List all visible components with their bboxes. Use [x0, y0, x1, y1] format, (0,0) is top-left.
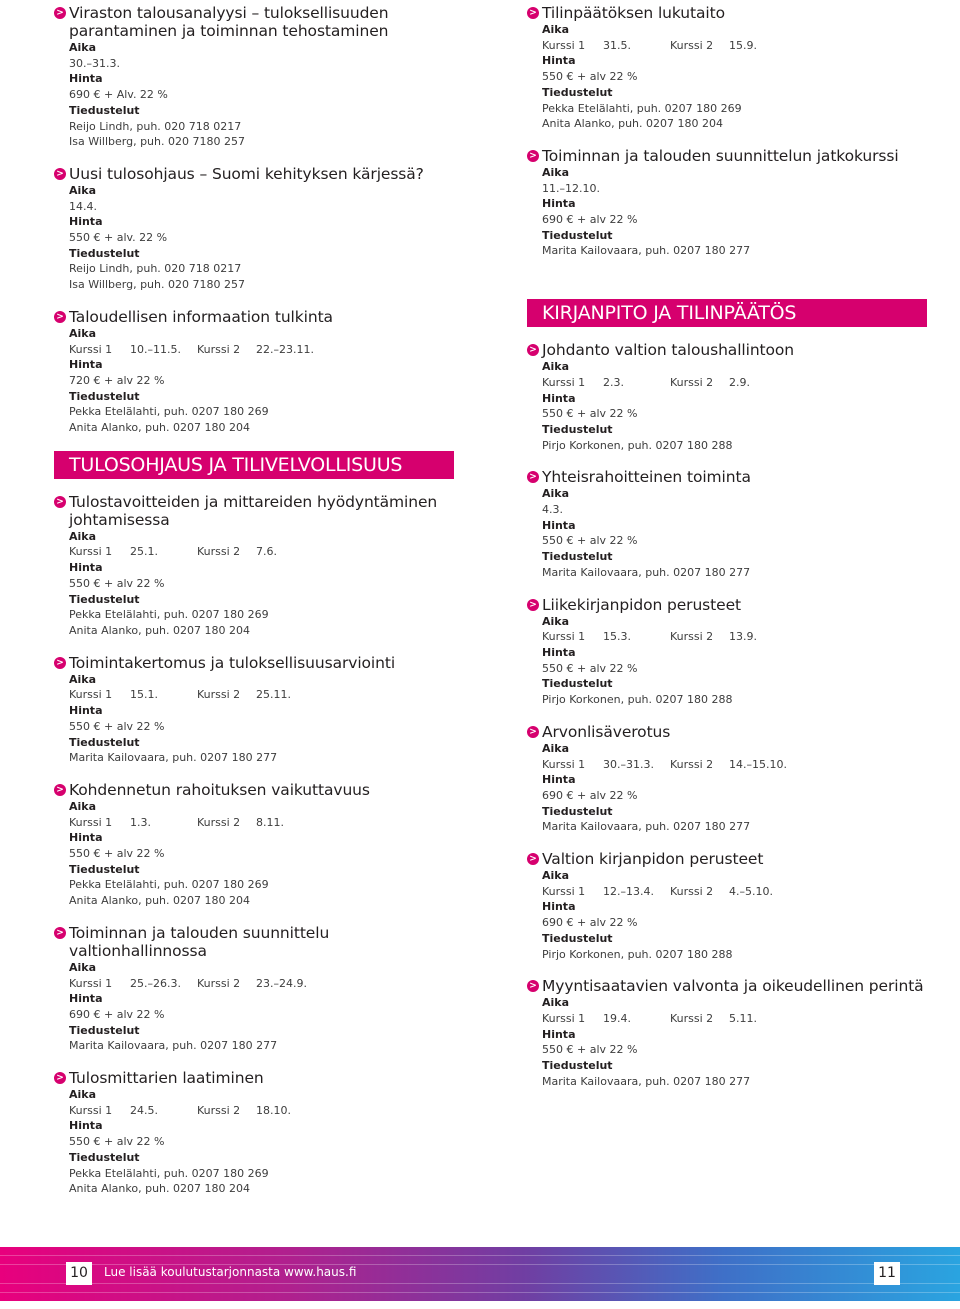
label-info: Tiedustelut [542, 677, 613, 691]
contact-person: Pekka Etelälahti, puh. 0207 180 269 [542, 101, 742, 115]
course-entry [527, 341, 927, 453]
course-date-value: 14.4. [69, 199, 97, 213]
contact-person: Marita Kailovaara, puh. 0207 180 277 [542, 820, 751, 834]
arrow-bullet-icon: > [527, 471, 539, 483]
course-2-label: Kurssi 2 [197, 342, 241, 356]
course-1-label: Kurssi 1 [542, 757, 586, 771]
page-number-left: 10 [66, 1262, 92, 1285]
course-title-text[interactable]: Tulostavoitteiden ja mittareiden hyödyntäminen johtamisessa [69, 492, 438, 529]
course-title [54, 493, 454, 529]
course-title-text[interactable]: Kohdennetun rahoituksen vaikuttavuus [69, 780, 370, 799]
label-time: Aika [69, 960, 97, 974]
course-dates [54, 1103, 454, 1119]
arrow-bullet-icon: > [527, 150, 539, 162]
label-info: Tiedustelut [542, 804, 613, 818]
left-course-list-b [54, 493, 454, 1197]
label-time: Aika [542, 996, 570, 1010]
course-1-label: Kurssi 1 [69, 976, 113, 990]
course-date-value: 4.3. [542, 503, 563, 517]
course-title [527, 596, 927, 614]
label-price: Hinta [542, 391, 576, 405]
contact-person: Anita Alanko, puh. 0207 180 204 [69, 894, 250, 908]
left-course-list-a [54, 4, 454, 436]
course-dates [54, 976, 454, 992]
course-1-dates: 30.–31.3. [603, 757, 654, 771]
label-info: Tiedustelut [69, 862, 140, 876]
course-dates [527, 38, 927, 54]
section-heading-kirjanpito: KIRJANPITO JA TILINPÄÄTÖS [527, 299, 927, 327]
label-price: Hinta [542, 54, 576, 68]
course-title-text[interactable]: Viraston talousanalyysi – tuloksellisuuden parantaminen ja toiminnan tehostaminen [69, 4, 389, 40]
label-price: Hinta [69, 831, 103, 845]
course-2-label: Kurssi 2 [670, 630, 714, 644]
course-dates [54, 342, 454, 358]
course-2-dates: 22.–23.11. [256, 342, 314, 356]
course-1-dates: 10.–11.5. [130, 342, 181, 356]
course-dates [527, 375, 927, 391]
arrow-bullet-icon: > [54, 784, 66, 796]
course-1-label: Kurssi 1 [69, 545, 113, 559]
course-price: 690 € + alv 22 % [542, 788, 638, 802]
course-1-label: Kurssi 1 [69, 688, 113, 702]
course-title [527, 341, 927, 359]
course-title [54, 781, 454, 799]
course-2-dates: 15.9. [729, 38, 757, 52]
course-1-dates: 31.5. [603, 38, 631, 52]
label-time: Aika [542, 23, 570, 36]
course-2-dates: 18.10. [256, 1103, 291, 1117]
arrow-bullet-icon: > [54, 496, 66, 508]
label-price: Hinta [69, 1119, 103, 1133]
course-price: 690 € + alv 22 % [542, 213, 638, 227]
course-title [527, 147, 927, 165]
label-price: Hinta [542, 197, 576, 211]
course-price: 690 € + alv 22 % [542, 916, 638, 930]
contact-person: Pirjo Korkonen, puh. 0207 180 288 [542, 438, 733, 452]
course-title-text[interactable]: Yhteisrahoitteinen toiminta [542, 468, 751, 487]
contact-person: Anita Alanko, puh. 0207 180 204 [542, 117, 723, 131]
arrow-bullet-icon: > [54, 311, 66, 323]
right-course-list-a [527, 4, 927, 259]
course-2-label: Kurssi 2 [670, 375, 714, 389]
course-1-dates: 25.–26.3. [130, 976, 181, 990]
label-price: Hinta [69, 561, 103, 575]
course-entry [54, 654, 454, 766]
course-2-label: Kurssi 2 [670, 1011, 714, 1025]
contact-person: Pirjo Korkonen, puh. 0207 180 288 [542, 947, 733, 961]
label-info: Tiedustelut [542, 228, 613, 242]
label-info: Tiedustelut [69, 592, 140, 606]
course-entry [527, 596, 927, 708]
contact-person: Anita Alanko, puh. 0207 180 204 [69, 1182, 250, 1196]
course-1-dates: 2.3. [603, 375, 624, 389]
course-dates [527, 1011, 927, 1027]
course-2-dates: 23.–24.9. [256, 976, 307, 990]
course-price: 690 € + alv 22 % [69, 1007, 165, 1021]
label-time: Aika [69, 672, 97, 686]
contact-person: Marita Kailovaara, puh. 0207 180 277 [69, 1039, 278, 1053]
contact-person: Reijo Lindh, puh. 020 718 0217 [69, 262, 242, 276]
course-2-label: Kurssi 2 [670, 884, 714, 898]
course-dates [527, 884, 927, 900]
course-entry [527, 723, 927, 835]
label-price: Hinta [69, 992, 103, 1006]
label-time: Aika [542, 360, 570, 374]
course-price: 550 € + alv 22 % [542, 534, 638, 548]
course-entry [54, 493, 454, 639]
arrow-bullet-icon: > [527, 7, 539, 19]
right-course-list-b [527, 341, 927, 1089]
course-title [54, 4, 454, 40]
arrow-bullet-icon: > [527, 344, 539, 356]
course-1-dates: 24.5. [130, 1103, 158, 1117]
course-title [527, 4, 927, 22]
course-1-dates: 25.1. [130, 545, 158, 559]
course-2-dates: 2.9. [729, 375, 750, 389]
course-1-label: Kurssi 1 [69, 815, 113, 829]
course-entry [54, 1069, 454, 1197]
label-price: Hinta [542, 518, 576, 532]
course-title-text[interactable]: Taloudellisen informaation tulkinta [69, 307, 333, 326]
contact-person: Isa Willberg, puh. 020 7180 257 [69, 135, 245, 149]
course-2-dates: 14.–15.10. [729, 757, 787, 771]
course-2-label: Kurssi 2 [670, 38, 714, 52]
course-price: 550 € + alv 22 % [69, 719, 165, 733]
contact-person: Reijo Lindh, puh. 020 718 0217 [69, 119, 242, 133]
course-title [527, 977, 927, 995]
course-price: 550 € + alv 22 % [542, 407, 638, 421]
course-entry [527, 147, 927, 259]
label-time: Aika [542, 869, 570, 883]
course-1-label: Kurssi 1 [542, 375, 586, 389]
course-entry [54, 4, 454, 150]
course-title-text[interactable]: Tilinpäätöksen lukutaito [542, 4, 725, 22]
arrow-bullet-icon: > [527, 599, 539, 611]
arrow-bullet-icon: > [54, 168, 66, 180]
course-1-dates: 19.4. [603, 1011, 631, 1025]
course-1-label: Kurssi 1 [542, 884, 586, 898]
contact-person: Pekka Etelälahti, puh. 0207 180 269 [69, 405, 269, 419]
course-title [54, 165, 454, 183]
course-2-label: Kurssi 2 [197, 545, 241, 559]
contact-person: Pekka Etelälahti, puh. 0207 180 269 [69, 1166, 269, 1180]
arrow-bullet-icon: > [54, 657, 66, 669]
course-1-label: Kurssi 1 [542, 630, 586, 644]
label-info: Tiedustelut [542, 422, 613, 436]
arrow-bullet-icon: > [527, 853, 539, 865]
contact-person: Anita Alanko, puh. 0207 180 204 [69, 623, 250, 637]
course-title-text[interactable]: Toiminnan ja talouden suunnittelu valtionhallinnossa [69, 923, 330, 960]
label-info: Tiedustelut [69, 735, 140, 749]
label-time: Aika [542, 614, 570, 628]
contact-person: Marita Kailovaara, puh. 0207 180 277 [542, 244, 751, 258]
course-title-text[interactable]: Valtion kirjanpidon perusteet [542, 850, 764, 869]
arrow-bullet-icon: > [527, 726, 539, 738]
course-2-label: Kurssi 2 [197, 688, 241, 702]
course-dates [54, 56, 454, 72]
course-dates [54, 815, 454, 831]
label-price: Hinta [69, 215, 103, 229]
course-dates [527, 181, 927, 197]
label-info: Tiedustelut [69, 246, 140, 260]
course-2-dates: 7.6. [256, 545, 277, 559]
label-price: Hinta [69, 704, 103, 718]
page-number-right: 11 [874, 1262, 900, 1285]
right-column [527, 4, 927, 1104]
course-entry [54, 781, 454, 909]
course-2-label: Kurssi 2 [197, 1103, 241, 1117]
course-2-dates: 4.–5.10. [729, 884, 773, 898]
course-1-dates: 15.3. [603, 630, 631, 644]
course-dates [54, 544, 454, 560]
course-title [54, 308, 454, 326]
course-title-text[interactable]: Tulosmittarien laatiminen [69, 1069, 264, 1088]
contact-person: Marita Kailovaara, puh. 0207 180 277 [542, 565, 751, 579]
course-1-dates: 12.–13.4. [603, 884, 654, 898]
label-info: Tiedustelut [542, 931, 613, 945]
label-time: Aika [69, 1088, 97, 1102]
course-1-dates: 15.1. [130, 688, 158, 702]
course-dates [527, 629, 927, 645]
course-entry [527, 468, 927, 580]
contact-person: Isa Willberg, puh. 020 7180 257 [69, 278, 245, 292]
label-price: Hinta [542, 900, 576, 914]
course-price: 720 € + alv 22 % [69, 373, 165, 387]
arrow-bullet-icon: > [54, 7, 66, 19]
label-info: Tiedustelut [542, 85, 613, 99]
arrow-bullet-icon: > [527, 980, 539, 992]
label-info: Tiedustelut [69, 1023, 140, 1037]
course-dates [527, 502, 927, 518]
course-1-label: Kurssi 1 [69, 342, 113, 356]
course-price: 550 € + alv 22 % [69, 576, 165, 590]
label-time: Aika [542, 487, 570, 501]
course-title-text[interactable]: Toimintakertomus ja tuloksellisuusarviointi [69, 653, 396, 672]
course-2-dates: 5.11. [729, 1011, 757, 1025]
course-1-label: Kurssi 1 [69, 1103, 113, 1117]
course-price: 550 € + alv 22 % [542, 1043, 638, 1057]
course-title [527, 850, 927, 868]
label-info: Tiedustelut [69, 103, 140, 117]
course-title [527, 468, 927, 486]
contact-person: Pirjo Korkonen, puh. 0207 180 288 [542, 693, 733, 707]
course-price: 690 € + Alv. 22 % [69, 88, 168, 102]
course-2-label: Kurssi 2 [670, 757, 714, 771]
contact-person: Anita Alanko, puh. 0207 180 204 [69, 421, 250, 435]
course-2-dates: 13.9. [729, 630, 757, 644]
course-title-text[interactable]: Myyntisaatavien valvonta ja oikeudellinen perintä [542, 977, 924, 996]
course-title-text[interactable]: Toiminnan ja talouden suunnittelun jatkokurssi [542, 146, 899, 165]
label-price: Hinta [69, 72, 103, 86]
course-title-text[interactable]: Arvonlisäverotus [542, 722, 671, 741]
label-info: Tiedustelut [542, 550, 613, 564]
label-info: Tiedustelut [542, 1059, 613, 1073]
course-price: 550 € + alv. 22 % [69, 231, 168, 245]
label-info: Tiedustelut [69, 1150, 140, 1164]
label-time: Aika [69, 799, 97, 813]
course-2-dates: 8.11. [256, 815, 284, 829]
course-1-label: Kurssi 1 [542, 38, 586, 52]
section-heading-tulosohjaus: TULOSOHJAUS JA TILIVELVOLLISUUS [54, 451, 454, 479]
contact-person: Pekka Etelälahti, puh. 0207 180 269 [69, 608, 269, 622]
label-price: Hinta [542, 645, 576, 659]
arrow-bullet-icon: > [54, 1072, 66, 1084]
course-1-dates: 1.3. [130, 815, 151, 829]
course-price: 550 € + alv 22 % [69, 1135, 165, 1149]
course-entry [54, 924, 454, 1054]
course-title-text[interactable]: Liikekirjanpidon perusteet [542, 595, 741, 614]
course-title-text[interactable]: Uusi tulosohjaus – Suomi kehityksen kärjessä? [69, 164, 424, 183]
label-time: Aika [542, 165, 570, 179]
course-entry [54, 308, 454, 436]
course-dates [527, 757, 927, 773]
course-date-value: 11.–12.10. [542, 181, 600, 195]
course-title [54, 654, 454, 672]
course-title [54, 924, 454, 960]
course-entry [527, 977, 927, 1089]
arrow-bullet-icon: > [54, 927, 66, 939]
course-date-value: 30.–31.3. [69, 56, 120, 70]
course-title-text[interactable]: Johdanto valtion taloushallintoon [542, 341, 795, 360]
course-dates [54, 199, 454, 215]
course-entry [54, 165, 454, 293]
contact-person: Marita Kailovaara, puh. 0207 180 277 [69, 751, 278, 765]
label-time: Aika [69, 183, 97, 197]
label-time: Aika [542, 741, 570, 755]
label-price: Hinta [69, 358, 103, 372]
contact-person: Marita Kailovaara, puh. 0207 180 277 [542, 1074, 751, 1088]
label-info: Tiedustelut [69, 389, 140, 403]
course-2-label: Kurssi 2 [197, 976, 241, 990]
course-2-dates: 25.11. [256, 688, 291, 702]
left-column [54, 4, 454, 1212]
label-time: Aika [69, 326, 97, 340]
course-price: 550 € + alv 22 % [69, 847, 165, 861]
course-title [54, 1069, 454, 1087]
label-time: Aika [69, 529, 97, 543]
course-title [527, 723, 927, 741]
label-price: Hinta [542, 1027, 576, 1041]
course-entry [527, 4, 927, 132]
footer-link-text[interactable]: Lue lisää koulutustarjonnasta www.haus.fi [104, 1265, 357, 1279]
course-1-label: Kurssi 1 [542, 1011, 586, 1025]
course-entry [527, 850, 927, 962]
contact-person: Pekka Etelälahti, puh. 0207 180 269 [69, 878, 269, 892]
label-price: Hinta [542, 773, 576, 787]
label-time: Aika [69, 41, 97, 54]
course-dates [54, 687, 454, 703]
course-price: 550 € + alv 22 % [542, 70, 638, 84]
course-2-label: Kurssi 2 [197, 815, 241, 829]
course-price: 550 € + alv 22 % [542, 661, 638, 675]
